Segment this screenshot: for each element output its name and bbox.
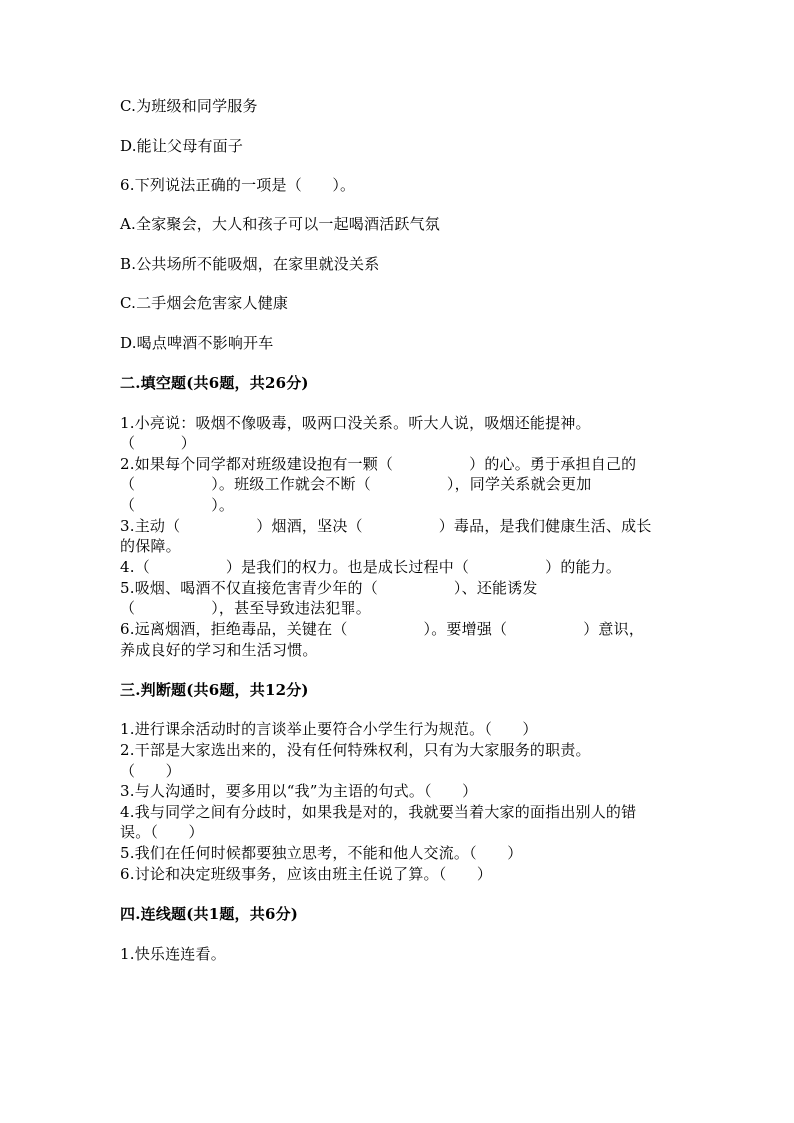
option-d-q6: D.喝点啤酒不影响开车 [120, 334, 274, 352]
fill-q2-line1: 2.如果每个同学都对班级建设抱有一颗（ ）的心。勇于承担自己的 [120, 455, 637, 473]
section-heading-true-false: 三.判断题(共6题，共12分) [120, 681, 309, 699]
fill-q4-line1: 4.（ ）是我们的权力。也是成长过程中（ ）的能力。 [120, 558, 622, 576]
fill-q5-line1: 5.吸烟、喝酒不仅直接危害青少年的（ ）、还能诱发 [120, 579, 538, 597]
fill-q5-line2: （ ），甚至导致违法犯罪。 [120, 599, 371, 617]
fill-q6-line1: 6.远离烟酒，拒绝毒品，关键在（ ）。要增强（ ）意识， [120, 620, 645, 638]
option-d-q5: D.能让父母有面子 [120, 137, 244, 155]
option-c-q5: C.为班级和同学服务 [120, 97, 258, 115]
option-c-q6: C.二手烟会危害家人健康 [120, 294, 289, 312]
fill-q6-line2: 养成良好的学习和生活习惯。 [120, 641, 318, 659]
question-6-stem: 6.下列说法正确的一项是（ ）。 [120, 176, 356, 194]
judge-q6: 6.讨论和决定班级事务，应该由班主任说了算。（ ） [120, 865, 493, 883]
option-b-q6: B.公共场所不能吸烟，在家里就没关系 [120, 255, 380, 273]
matching-q1: 1.快乐连连看。 [120, 945, 226, 963]
judge-q2-line2: （ ） [120, 762, 181, 780]
judge-q3: 3.与人沟通时，要多用以“我”为主语的句式。（ ） [120, 782, 478, 800]
section-heading-fill-blank: 二.填空题(共6题，共26分) [120, 374, 309, 392]
fill-q3-line2: 的保障。 [120, 537, 181, 555]
option-a-q6: A.全家聚会，大人和孩子可以一起喝酒活跃气氛 [120, 215, 441, 233]
fill-q3-line1: 3.主动（ ）烟酒，坚决（ ）毒品，是我们健康生活、成长 [120, 517, 652, 535]
fill-q1-line2: （ ） [120, 434, 197, 452]
section-heading-matching: 四.连线题(共1题，共6分) [120, 905, 299, 923]
judge-q2-line1: 2.干部是大家选出来的，没有任何特殊权利，只有为大家服务的职责。 [120, 741, 591, 759]
fill-q2-line3: （ ）。 [120, 496, 235, 514]
judge-q4-line2: 误。（ ） [120, 823, 204, 841]
fill-q2-line2: （ ）。班级工作就会不断（ ），同学关系就会更加 [120, 475, 592, 493]
fill-q1-line1: 1.小亮说：吸烟不像吸毒，吸两口没关系。听大人说，吸烟还能提神。 [120, 414, 591, 432]
judge-q4-line1: 4.我与同学之间有分歧时，如果我是对的，我就要当着大家的面指出别人的错 [120, 803, 637, 821]
judge-q1: 1.进行课余活动时的言谈举止要符合小学生行为规范。（ ） [120, 720, 538, 738]
judge-q5: 5.我们在任何时候都要独立思考，不能和他人交流。（ ） [120, 844, 523, 862]
